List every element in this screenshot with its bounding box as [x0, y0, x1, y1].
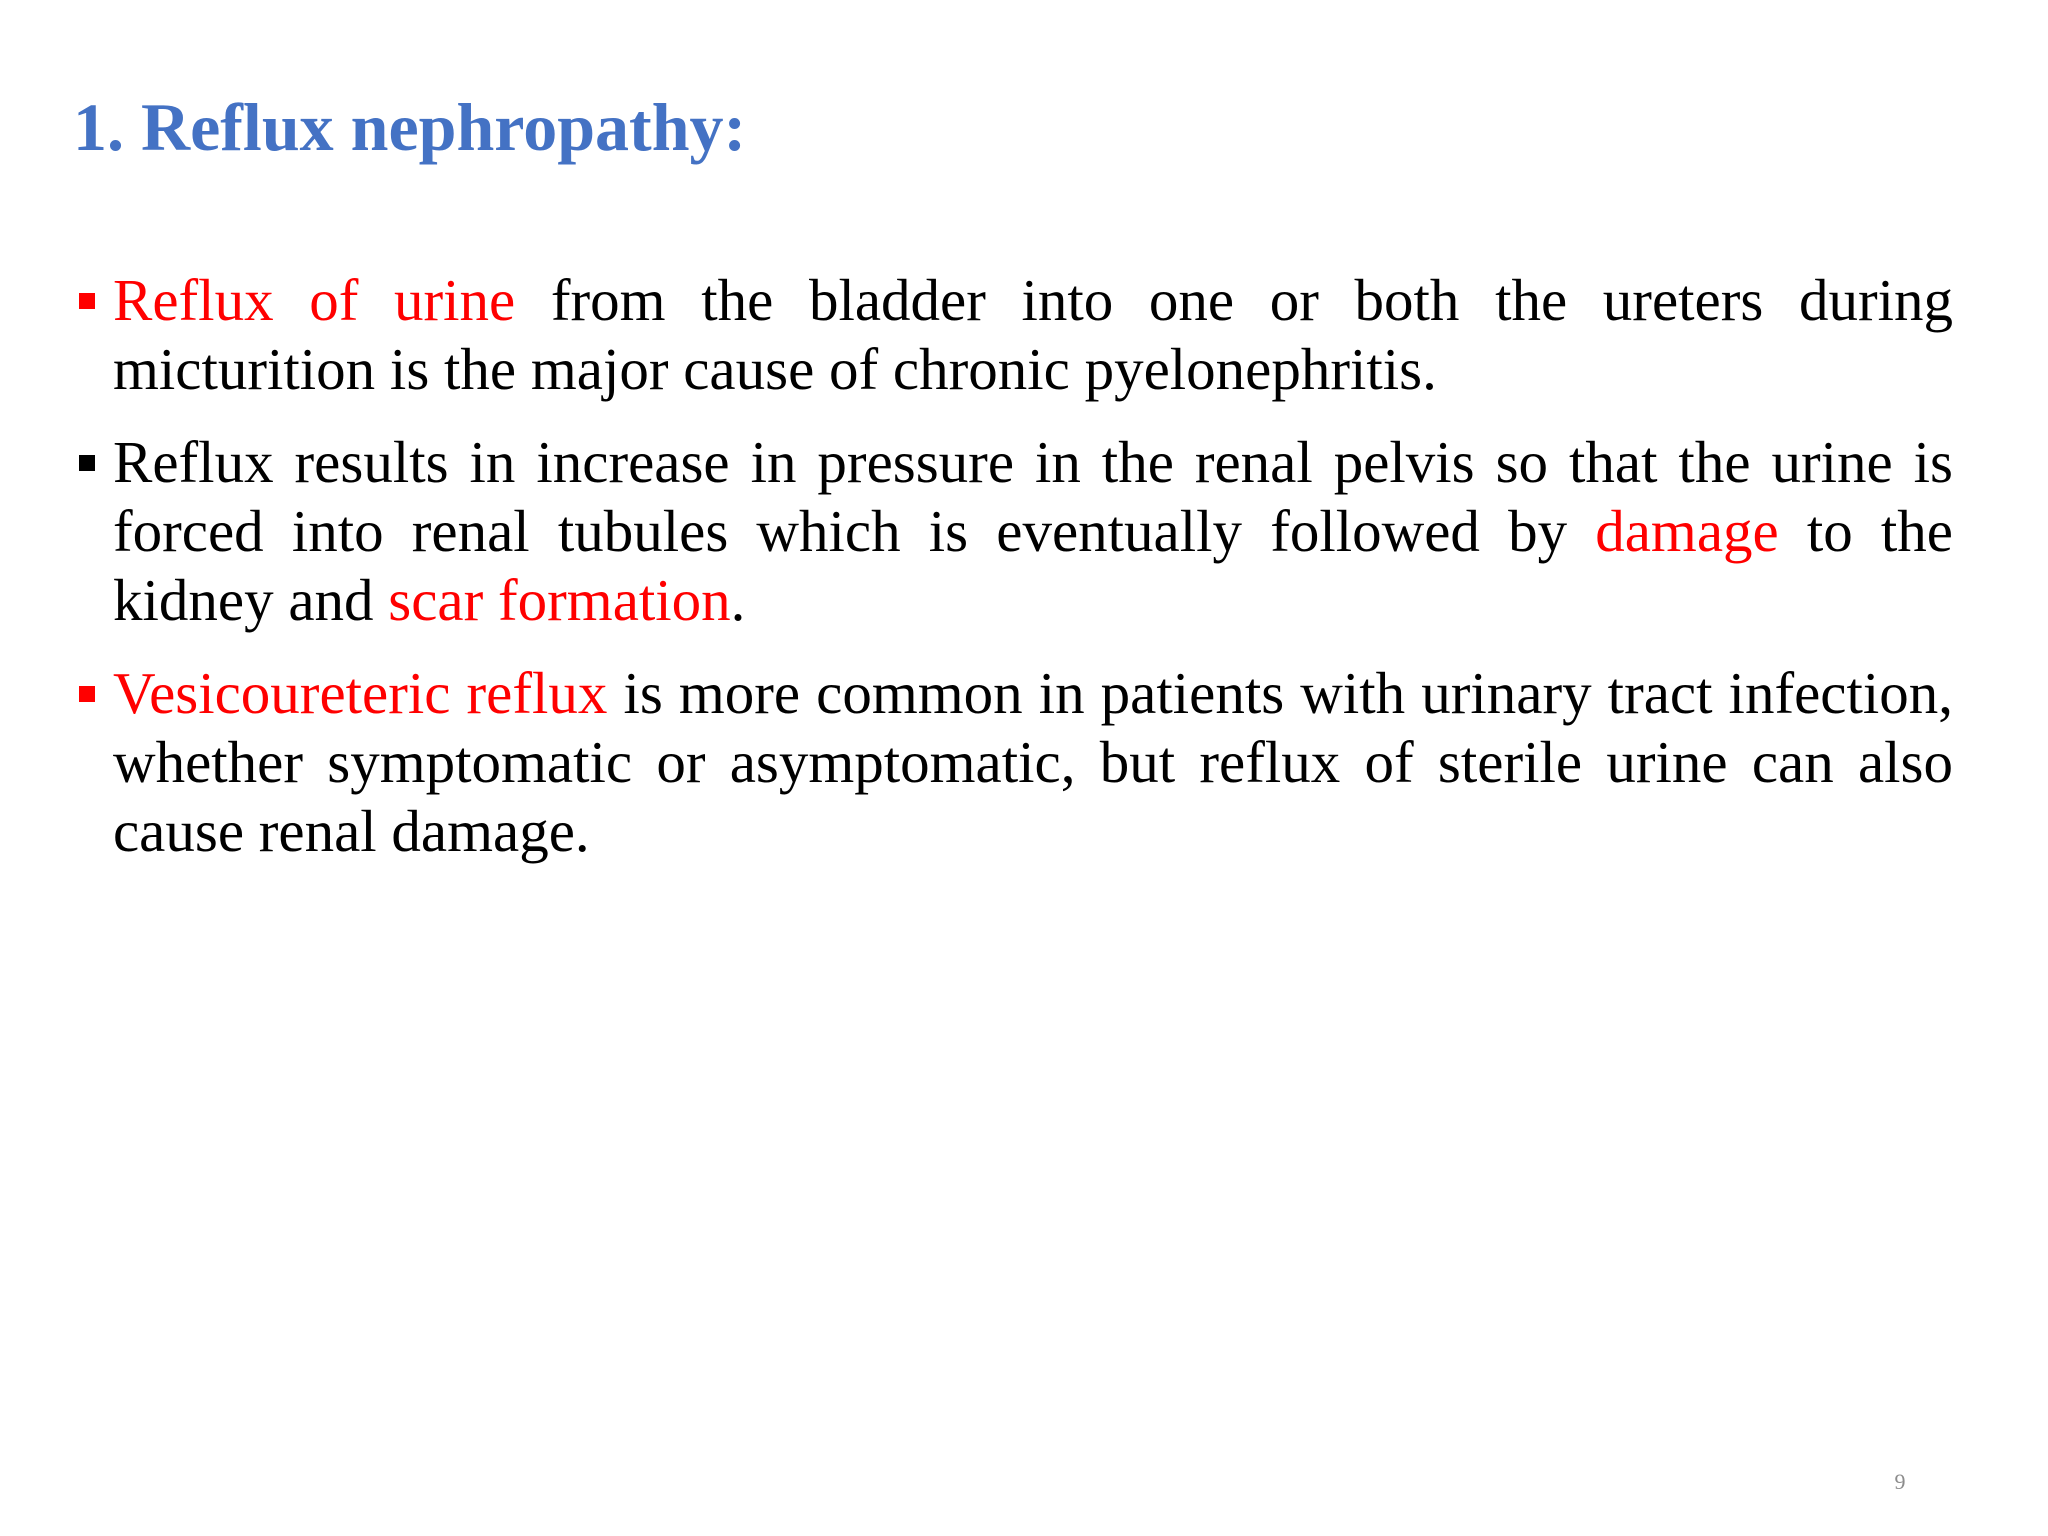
bullet-item-vesicoureteric-reflux [0, 659, 1953, 866]
bullet-item-reflux-of-urine [0, 266, 1953, 404]
bullet-item-reflux-results [0, 428, 1953, 635]
slide-title-text: 1. Reflux nephropathy [73, 89, 724, 165]
slide-title [73, 82, 746, 172]
bullet-text: from the bladder into one or both the ureters during micturition is the major cause of chronic pyelonephritis. [113, 267, 1953, 402]
highlight-vesicoureteric-reflux: Vesicoureteric reflux [113, 660, 608, 726]
highlight-damage: damage [1595, 498, 1779, 564]
page-number: 9 [1894, 1469, 1906, 1494]
highlight-reflux-of-urine: Reflux of urine [113, 267, 516, 333]
bullet-list [0, 266, 2048, 890]
highlight-scar-formation: scar formation [388, 567, 731, 633]
square-bullet-icon [79, 455, 95, 471]
bullet-text: Reflux results in increase in pressure in the renal pelvis so that the urine is forced into renal tubules which is eventually followed by [113, 429, 1953, 564]
square-bullet-icon [79, 293, 95, 309]
bullet-text: to the kidney and [113, 498, 1953, 633]
bullet-text: is more common in patients with urinary tract infection, whether symptomatic or asymptomatic, but reflux of sterile urine can also cause renal damage. [113, 660, 1953, 864]
square-bullet-icon [79, 686, 95, 702]
bullet-text: . [730, 567, 746, 633]
slide-title-colon: : [723, 89, 747, 165]
